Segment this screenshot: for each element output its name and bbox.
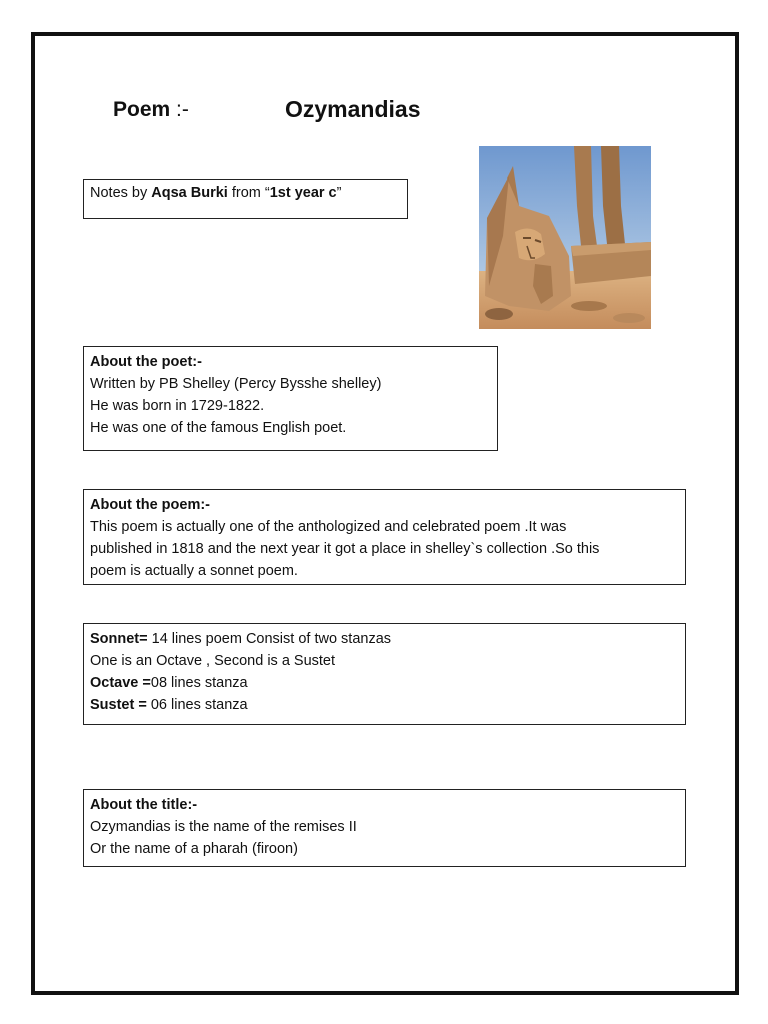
poem-label-separator: :- (176, 98, 189, 121)
about-poet-heading: About the poet:- (90, 354, 202, 370)
sphinx-statue-image (479, 146, 651, 329)
about-title-heading: About the title:- (90, 797, 198, 813)
title-line: Ozymandias is the name of the remises II (90, 819, 357, 835)
sustet-def: 06 lines stanza (150, 697, 248, 713)
notes-middle: from “ (227, 185, 270, 201)
poet-line: He was born in 1729-1822. (90, 398, 265, 414)
poem-label (113, 98, 189, 122)
poet-line: Written by PB Shelley (Percy Bysshe shelley) (90, 376, 382, 392)
sustet-term: Sustet = (90, 697, 151, 713)
octave-definition (90, 672, 679, 694)
notes-box (83, 179, 408, 219)
about-poet-box (83, 346, 498, 451)
notes-author: Aqsa Burki (151, 185, 228, 201)
poem-label-text: Poem (113, 98, 171, 121)
notes-suffix: ” (336, 185, 342, 201)
about-poem-box (83, 489, 686, 585)
poem-title: Ozymandias (285, 96, 421, 122)
sonnet-definition (90, 628, 679, 650)
notes-prefix: Notes by (90, 185, 152, 201)
poet-line: He was one of the famous English poet. (90, 420, 347, 436)
sonnet-term: Sonnet= (90, 631, 148, 647)
about-title-box (83, 789, 686, 867)
sonnet-structure: One is an Octave , Second is a Sustet (90, 653, 336, 669)
sonnet-def: 14 lines poem Consist of two stanzas (147, 631, 392, 647)
sustet-definition (90, 694, 679, 716)
notes-class: 1st year c (269, 185, 337, 201)
poem-line: poem is actually a sonnet poem. (90, 563, 298, 579)
about-poem-heading: About the poem:- (90, 497, 211, 513)
title-line: Or the name of a pharah (firoon) (90, 841, 298, 857)
poem-line: This poem is actually one of the anthologized and celebrated poem .It was (90, 519, 567, 535)
sonnet-box (83, 623, 686, 725)
poem-line: published in 1818 and the next year it got a place in shelley`s collection .So this (90, 541, 600, 557)
octave-def: 08 lines stanza (150, 675, 248, 691)
statue-illustration (479, 146, 651, 329)
octave-term: Octave = (90, 675, 151, 691)
